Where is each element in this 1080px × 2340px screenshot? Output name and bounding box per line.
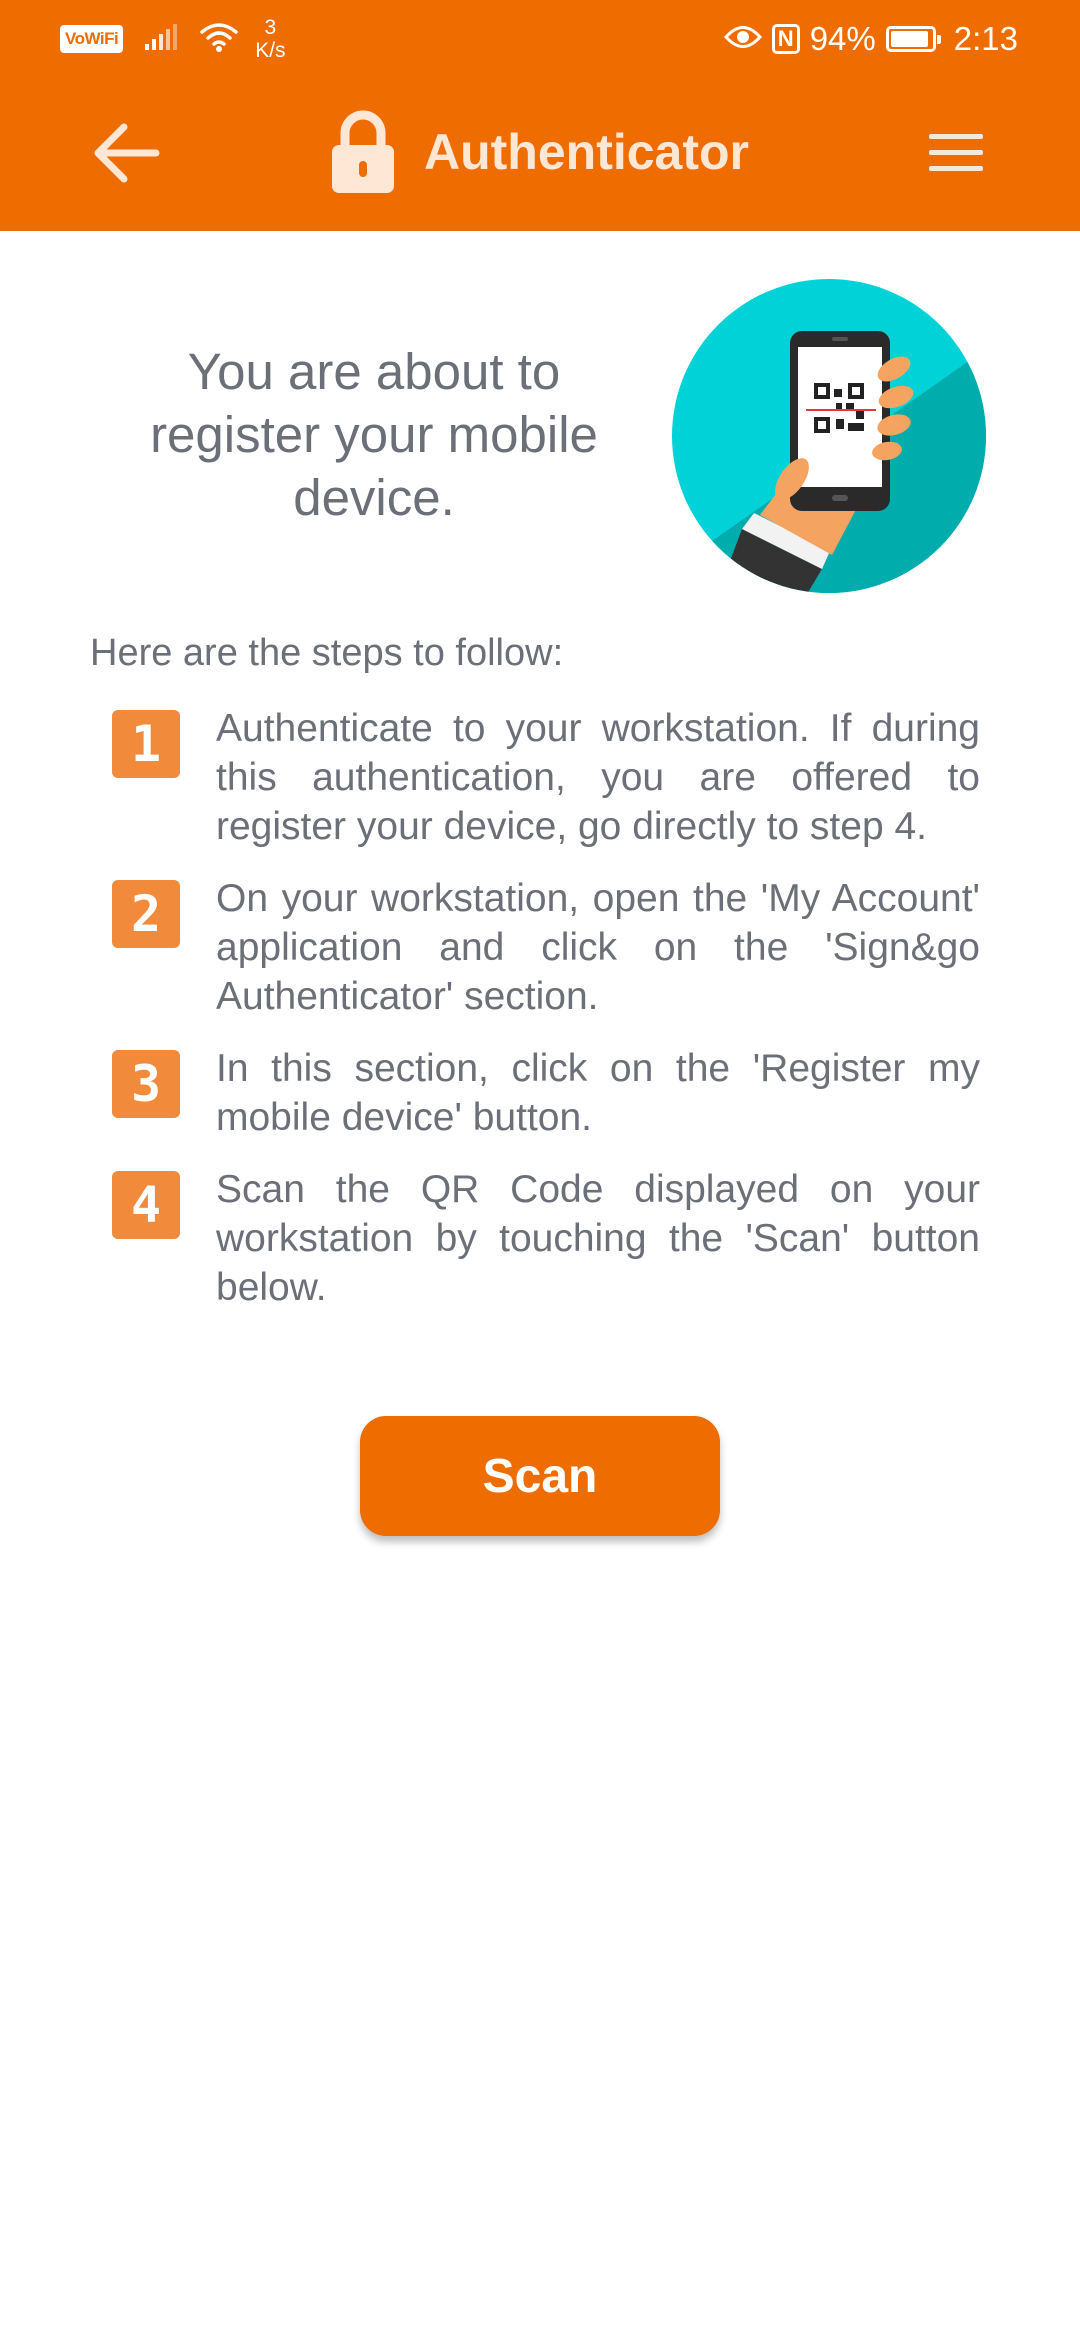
nfc-icon: N bbox=[772, 24, 800, 54]
steps-list bbox=[112, 704, 980, 1335]
eye-icon bbox=[724, 20, 762, 58]
hamburger-menu-icon bbox=[927, 132, 985, 174]
step-number-badge: 2 bbox=[112, 880, 180, 948]
step-text: On your workstation, open the 'My Account' application and click on the 'Sign&go Authenticator' section. bbox=[216, 877, 980, 1018]
battery-percent: 94% bbox=[809, 20, 876, 57]
step-item bbox=[112, 874, 980, 1021]
app-title-group bbox=[330, 108, 749, 196]
back-button[interactable] bbox=[80, 115, 170, 191]
app-header bbox=[0, 0, 1080, 231]
wifi-icon bbox=[199, 21, 239, 58]
status-bar-left bbox=[60, 14, 286, 64]
step-item bbox=[112, 1165, 980, 1312]
step-number-badge: 3 bbox=[112, 1050, 180, 1118]
app-title: Authenticator bbox=[424, 124, 749, 180]
menu-button[interactable] bbox=[918, 120, 994, 186]
speed-value: 3 bbox=[264, 16, 277, 39]
arrow-left-icon bbox=[90, 122, 160, 184]
scan-button[interactable]: Scan bbox=[360, 1416, 720, 1536]
step-item bbox=[112, 1044, 980, 1142]
phone-scan-illustration bbox=[672, 279, 986, 593]
step-number-badge: 1 bbox=[112, 710, 180, 778]
speed-unit: K/s bbox=[255, 39, 286, 62]
step-text: Scan the QR Code displayed on your workstation by touching the 'Scan' button below. bbox=[216, 1168, 980, 1309]
intro-heading: You are about to register your mobile device. bbox=[150, 343, 598, 526]
network-speed bbox=[255, 16, 285, 62]
step-text: Authenticate to your workstation. If during this authentication, you are offered to register your device, go directly to step 4. bbox=[216, 707, 980, 848]
lock-icon bbox=[330, 109, 396, 195]
step-item bbox=[112, 704, 980, 851]
vowifi-badge: VoWiFi bbox=[60, 25, 123, 53]
battery-icon bbox=[886, 26, 936, 52]
step-number-badge: 4 bbox=[112, 1171, 180, 1239]
steps-intro-text: Here are the steps to follow: bbox=[90, 632, 564, 674]
step-text: In this section, click on the 'Register my mobile device' button. bbox=[216, 1047, 980, 1139]
status-bar-right bbox=[724, 14, 1018, 64]
clock: 2:13 bbox=[953, 20, 1018, 57]
signal-icon bbox=[143, 22, 179, 57]
